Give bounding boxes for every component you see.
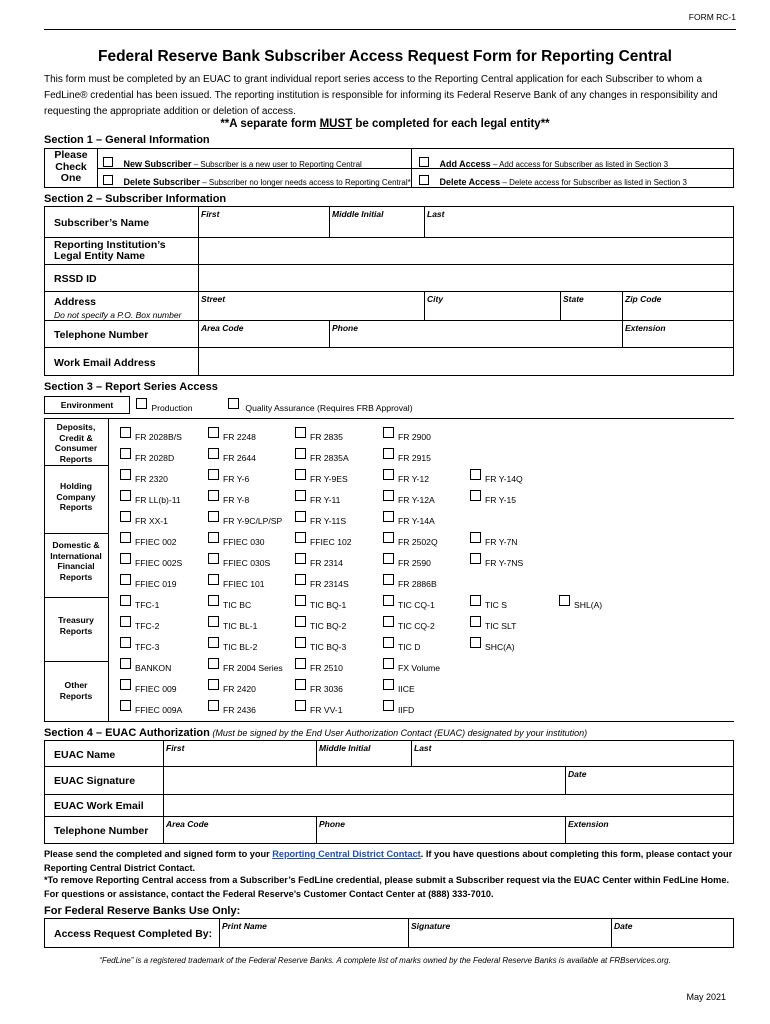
district-contact-link[interactable]: Reporting Central District Contact bbox=[272, 849, 421, 859]
report-code-label: IIFD bbox=[398, 705, 415, 715]
production-checkbox[interactable] bbox=[136, 398, 147, 409]
report-code-label: FR Y-15 bbox=[485, 495, 517, 505]
instructions-post: . If you have questions about completing this form, please contact your Reporting Central District Contact. bbox=[44, 849, 733, 873]
report-code-label: FR Y-14Q bbox=[485, 474, 523, 484]
report-code-checkbox[interactable] bbox=[120, 448, 131, 459]
section2-heading: Section 2 – Subscriber Information bbox=[44, 193, 227, 205]
euac-phone-field[interactable]: Phone bbox=[319, 819, 345, 829]
report-code-checkbox[interactable] bbox=[470, 595, 481, 606]
divider bbox=[622, 320, 623, 347]
address-label: Address bbox=[54, 296, 97, 308]
subscriber-name-label: Subscriber’s Name bbox=[54, 217, 150, 229]
new-subscriber-desc: – Subscriber is a new user to Reporting Central bbox=[191, 160, 362, 169]
institution-label-line: Legal Entity Name bbox=[54, 250, 146, 262]
report-code-label: IICE bbox=[398, 684, 415, 694]
state-field[interactable]: State bbox=[563, 294, 584, 304]
group-label-line: Credit & bbox=[59, 432, 93, 443]
report-code-label: BANKON bbox=[135, 663, 172, 673]
report-code-checkbox[interactable] bbox=[383, 616, 394, 627]
report-code-label: FFIEC 030S bbox=[223, 558, 271, 568]
delete-access-desc: – Delete access for Subscriber as listed in Section 3 bbox=[500, 178, 687, 187]
report-code-checkbox[interactable] bbox=[295, 637, 306, 648]
divider bbox=[316, 741, 317, 766]
report-code-label: FR 2320 bbox=[135, 474, 168, 484]
report-code-label: FR 2314 bbox=[310, 558, 343, 568]
divider bbox=[424, 291, 425, 320]
report-code-label: FR Y-9C/LP/SP bbox=[223, 516, 283, 526]
report-code-label: FR 2835A bbox=[310, 453, 349, 463]
group-label-line: International bbox=[50, 550, 102, 561]
completed-by-label: Access Request Completed By: bbox=[54, 928, 213, 940]
report-code-label: FR VV-1 bbox=[310, 705, 343, 715]
report-code-label: FR Y-11S bbox=[310, 516, 347, 526]
new-subscriber-label: New Subscriber bbox=[123, 159, 192, 169]
report-code-label: FR Y-12 bbox=[398, 474, 430, 484]
report-code-label: SHC(A) bbox=[485, 642, 515, 652]
group-label-line: Domestic & bbox=[52, 540, 100, 550]
form-id: FORM RC-1 bbox=[688, 12, 736, 22]
print-name-field[interactable]: Print Name bbox=[222, 921, 267, 931]
delete-subscriber-label: Delete Subscriber bbox=[123, 177, 200, 187]
euac-last-field[interactable]: Last bbox=[414, 743, 432, 753]
divider bbox=[565, 816, 566, 843]
section4-heading bbox=[44, 727, 587, 739]
report-code-label: FR Y-6 bbox=[223, 474, 250, 484]
report-code-label: FFIEC 009A bbox=[135, 705, 183, 715]
group-label-line: Financial bbox=[57, 561, 95, 571]
report-code-label: FR Y-7NS bbox=[485, 558, 524, 568]
report-code-checkbox[interactable] bbox=[383, 700, 394, 711]
report-code-label: FR 2436 bbox=[223, 705, 256, 715]
instructions-paragraph-2: *To remove Reporting Central access from a Subscriber’s FedLine credential, please submit a Subscriber request via the EUAC Center within FedLine Home. For questions or assistance, contact the Federal Reserve’s Customer Contact Center at (888) 333-7010. bbox=[44, 875, 729, 899]
qa-checkbox[interactable] bbox=[228, 398, 239, 409]
telephone-label: Telephone Number bbox=[54, 329, 149, 341]
report-code-checkbox[interactable] bbox=[120, 616, 131, 627]
report-code-checkbox[interactable] bbox=[470, 532, 481, 543]
report-code-label: FR 2900 bbox=[398, 432, 431, 442]
report-code-label: FR XX-1 bbox=[135, 516, 168, 526]
report-code-checkbox[interactable] bbox=[295, 616, 306, 627]
delete-access-checkbox[interactable] bbox=[419, 175, 429, 185]
group-label-line: Company bbox=[56, 491, 96, 502]
report-code-label: FR 2004 Series bbox=[223, 663, 283, 673]
report-code-label: FR 2644 bbox=[223, 453, 256, 463]
report-code-checkbox[interactable] bbox=[208, 490, 219, 501]
report-code-label: FR Y-11 bbox=[310, 495, 341, 505]
environment-label-box bbox=[44, 396, 130, 414]
add-access-desc: – Add access for Subscriber as listed in Section 3 bbox=[490, 160, 669, 169]
report-code-label: FFIEC 002 bbox=[135, 537, 177, 547]
divider bbox=[622, 291, 623, 320]
report-code-checkbox[interactable] bbox=[208, 658, 219, 669]
group-label-line: Reports bbox=[59, 690, 93, 701]
separate-form-notice bbox=[0, 118, 770, 130]
report-code-label: TIC BQ-1 bbox=[310, 600, 347, 610]
report-code-checkbox[interactable] bbox=[120, 511, 131, 522]
group-label-line: Consumer bbox=[54, 443, 98, 453]
report-code-label: FR 2835 bbox=[310, 432, 343, 442]
report-code-checkbox[interactable] bbox=[295, 595, 306, 606]
report-code-checkbox[interactable] bbox=[208, 469, 219, 480]
report-code-checkbox[interactable] bbox=[383, 490, 394, 501]
middle-initial-field[interactable]: Middle Initial bbox=[332, 209, 384, 219]
report-code-label: FR Y-7N bbox=[485, 537, 518, 547]
qa-option[interactable] bbox=[228, 398, 413, 413]
area-code-field[interactable]: Area Code bbox=[201, 323, 244, 333]
group-label-line: Holding bbox=[60, 481, 92, 491]
report-code-checkbox[interactable] bbox=[383, 658, 394, 669]
report-code-label: FR 2510 bbox=[310, 663, 343, 673]
report-code-checkbox[interactable] bbox=[295, 469, 306, 480]
report-code-checkbox[interactable] bbox=[120, 574, 131, 585]
group-label-line: Reports bbox=[59, 625, 93, 636]
report-code-checkbox[interactable] bbox=[208, 700, 219, 711]
rssd-label: RSSD ID bbox=[54, 273, 97, 285]
environment-label: Environment bbox=[60, 400, 114, 410]
report-code-label: FFIEC 002S bbox=[135, 558, 183, 568]
report-code-label: TFC-1 bbox=[135, 600, 160, 610]
report-code-checkbox[interactable] bbox=[208, 448, 219, 459]
report-code-checkbox[interactable] bbox=[120, 553, 131, 564]
delete-subscriber-desc: – Subscriber no longer needs access to Reporting Central* bbox=[199, 178, 411, 187]
report-code-label: TIC BQ-2 bbox=[310, 621, 347, 631]
report-code-checkbox[interactable] bbox=[383, 595, 394, 606]
report-code-label: TIC CQ-2 bbox=[398, 621, 435, 631]
last-name-field[interactable]: Last bbox=[427, 209, 445, 219]
report-code-checkbox[interactable] bbox=[383, 427, 394, 438]
report-code-label: FFIEC 101 bbox=[223, 579, 265, 589]
zip-field[interactable]: Zip Code bbox=[625, 294, 662, 304]
report-code-checkbox[interactable] bbox=[208, 616, 219, 627]
group-label-line: Treasury bbox=[58, 615, 94, 625]
please-check-line: Check bbox=[55, 160, 87, 173]
add-access-checkbox[interactable] bbox=[419, 157, 429, 167]
divider bbox=[329, 207, 330, 237]
report-code-checkbox[interactable] bbox=[295, 700, 306, 711]
euac-email-input[interactable] bbox=[164, 795, 733, 816]
notice-emph: MUST bbox=[319, 118, 353, 130]
report-code-checkbox[interactable] bbox=[295, 658, 306, 669]
production-label: Production bbox=[151, 403, 193, 413]
euac-signature-label: EUAC Signature bbox=[54, 775, 136, 787]
divider bbox=[329, 320, 330, 347]
please-check-line: One bbox=[60, 172, 82, 184]
please-check-line: Please bbox=[54, 149, 88, 161]
report-code-label: TIC BL-1 bbox=[223, 621, 258, 631]
divider bbox=[411, 741, 412, 766]
report-code-label: FR 2420 bbox=[223, 684, 256, 694]
institution-label bbox=[54, 240, 166, 262]
section3-heading: Section 3 – Report Series Access bbox=[44, 381, 218, 393]
report-code-checkbox[interactable] bbox=[383, 574, 394, 585]
frb-use-heading: For Federal Reserve Banks Use Only: bbox=[44, 905, 241, 917]
report-code-checkbox[interactable] bbox=[208, 574, 219, 585]
divider bbox=[560, 291, 561, 320]
group-label-line: Deposits, bbox=[56, 422, 96, 432]
report-code-checkbox[interactable] bbox=[383, 679, 394, 690]
production-option[interactable] bbox=[136, 398, 193, 413]
euac-name-label: EUAC Name bbox=[54, 749, 116, 761]
report-code-checkbox[interactable] bbox=[383, 469, 394, 480]
report-code-label: FR Y-14A bbox=[398, 516, 435, 526]
report-code-checkbox[interactable] bbox=[383, 448, 394, 459]
please-check-one bbox=[45, 150, 97, 185]
rssd-input[interactable] bbox=[199, 265, 733, 291]
report-code-checkbox[interactable] bbox=[120, 658, 131, 669]
euac-extension-field[interactable]: Extension bbox=[568, 819, 609, 829]
report-code-label: FR 2502Q bbox=[398, 537, 438, 547]
report-code-label: FFIEC 030 bbox=[223, 537, 265, 547]
first-name-field[interactable]: First bbox=[201, 209, 220, 219]
report-code-checkbox[interactable] bbox=[120, 595, 131, 606]
address-note: Do not specify a P.O. Box number bbox=[54, 310, 182, 320]
work-email-input[interactable] bbox=[199, 348, 733, 375]
report-code-checkbox[interactable] bbox=[120, 532, 131, 543]
divider bbox=[45, 816, 733, 817]
new-subscriber-checkbox[interactable] bbox=[103, 157, 113, 167]
report-code-checkbox[interactable] bbox=[295, 574, 306, 585]
report-code-checkbox[interactable] bbox=[383, 511, 394, 522]
report-code-checkbox[interactable] bbox=[470, 637, 481, 648]
report-code-checkbox[interactable] bbox=[295, 553, 306, 564]
section1-box bbox=[44, 148, 734, 188]
section4-note: (Must be signed by the End User Authorization Contact (EUAC) designated by your institution) bbox=[209, 728, 588, 738]
report-code-checkbox[interactable] bbox=[208, 553, 219, 564]
report-code-label: TIC BC bbox=[223, 600, 252, 610]
report-code-checkbox[interactable] bbox=[383, 553, 394, 564]
report-code-checkbox[interactable] bbox=[120, 637, 131, 648]
report-code-checkbox[interactable] bbox=[470, 616, 481, 627]
report-code-label: FFIEC 019 bbox=[135, 579, 177, 589]
extension-field[interactable]: Extension bbox=[625, 323, 666, 333]
report-code-label: FR 3036 bbox=[310, 684, 343, 694]
report-code-label: FX Volume bbox=[398, 663, 441, 673]
report-code-label: FR 2028D bbox=[135, 453, 175, 463]
section4-box bbox=[44, 740, 734, 844]
report-code-label: TIC BL-2 bbox=[223, 642, 258, 652]
header-rule bbox=[44, 29, 736, 30]
delete-subscriber-option[interactable] bbox=[103, 172, 411, 190]
divider bbox=[219, 919, 220, 947]
report-code-label: FR 2028B/S bbox=[135, 432, 182, 442]
euac-date-field[interactable]: Date bbox=[568, 769, 587, 779]
revision-date: May 2021 bbox=[686, 992, 726, 1002]
report-code-label: FR Y-8 bbox=[223, 495, 250, 505]
report-code-label: SHL(A) bbox=[574, 600, 603, 610]
report-code-label: TIC CQ-1 bbox=[398, 600, 435, 610]
page-title: Federal Reserve Bank Subscriber Access Request Form for Reporting Central bbox=[98, 48, 672, 65]
report-code-label: FR LL(b)-11 bbox=[135, 495, 181, 505]
report-code-checkbox[interactable] bbox=[470, 553, 481, 564]
report-code-checkbox[interactable] bbox=[208, 595, 219, 606]
report-code-checkbox[interactable] bbox=[295, 532, 306, 543]
group-label-line: Reports bbox=[59, 453, 93, 464]
institution-input[interactable] bbox=[199, 238, 733, 264]
report-code-label: TFC-2 bbox=[135, 621, 160, 631]
report-code-checkbox[interactable] bbox=[208, 679, 219, 690]
frb-date-field[interactable]: Date bbox=[614, 921, 633, 931]
institution-label-line: Reporting Institution’s bbox=[54, 239, 166, 251]
report-code-checkbox[interactable] bbox=[559, 595, 570, 606]
section2-box bbox=[44, 206, 734, 376]
report-code-checkbox[interactable] bbox=[120, 700, 131, 711]
report-code-label: FR 2248 bbox=[223, 432, 256, 442]
euac-middle-field[interactable]: Middle Initial bbox=[319, 743, 371, 753]
notice-post: be completed for each legal entity** bbox=[352, 118, 550, 130]
report-code-label: TIC SLT bbox=[485, 621, 517, 631]
report-code-label: TIC BQ-3 bbox=[310, 642, 347, 652]
euac-area-code-field[interactable]: Area Code bbox=[166, 819, 209, 829]
report-code-checkbox[interactable] bbox=[208, 427, 219, 438]
report-code-label: FR Y-12A bbox=[398, 495, 435, 505]
report-code-label: TIC S bbox=[485, 600, 507, 610]
delete-access-label: Delete Access bbox=[439, 177, 501, 187]
report-code-label: TIC D bbox=[398, 642, 421, 652]
frb-signature-field[interactable]: Signature bbox=[411, 921, 451, 931]
report-code-checkbox[interactable] bbox=[120, 427, 131, 438]
new-subscriber-option[interactable] bbox=[103, 154, 362, 172]
euac-telephone-label: Telephone Number bbox=[54, 825, 149, 837]
report-code-label: FR 2886B bbox=[398, 579, 437, 589]
report-code-checkbox[interactable] bbox=[295, 511, 306, 522]
report-code-checkbox[interactable] bbox=[120, 469, 131, 480]
group-label-line: Reports bbox=[59, 571, 93, 582]
delete-subscriber-checkbox[interactable] bbox=[103, 175, 113, 185]
divider bbox=[611, 919, 612, 947]
divider bbox=[408, 919, 409, 947]
report-code-checkbox[interactable] bbox=[208, 637, 219, 648]
euac-first-field[interactable]: First bbox=[166, 743, 185, 753]
divider bbox=[45, 291, 733, 292]
report-code-checkbox[interactable] bbox=[295, 427, 306, 438]
city-field[interactable]: City bbox=[427, 294, 444, 304]
report-code-checkbox[interactable] bbox=[470, 490, 481, 501]
divider bbox=[424, 207, 425, 237]
notice-pre: **A separate form bbox=[220, 118, 320, 130]
report-code-label: FR Y-9ES bbox=[310, 474, 348, 484]
euac-email-label: EUAC Work Email bbox=[54, 800, 144, 812]
report-code-checkbox[interactable] bbox=[295, 448, 306, 459]
report-code-label: TFC-3 bbox=[135, 642, 160, 652]
report-code-checkbox[interactable] bbox=[295, 679, 306, 690]
report-code-checkbox[interactable] bbox=[120, 679, 131, 690]
group-label-line: Other bbox=[64, 680, 88, 690]
report-code-checkbox[interactable] bbox=[470, 469, 481, 480]
report-code-checkbox[interactable] bbox=[208, 532, 219, 543]
delete-access-option[interactable] bbox=[419, 172, 687, 190]
report-code-checkbox[interactable] bbox=[208, 511, 219, 522]
report-code-checkbox[interactable] bbox=[383, 637, 394, 648]
instructions-paragraph-1 bbox=[44, 847, 734, 875]
add-access-option[interactable] bbox=[419, 154, 668, 172]
divider bbox=[316, 816, 317, 843]
frb-use-box bbox=[44, 918, 734, 948]
intro-paragraph: This form must be completed by an EUAC to grant individual report series access to the Reporting Central application for each Subscriber to whom a FedLine® credential has been issued. The reporting institution is responsible for informing its Federal Reserve Bank of any changes in responsibility and requesting the appropriate addition or deletion of access. bbox=[44, 74, 718, 117]
street-field[interactable]: Street bbox=[201, 294, 226, 304]
section4-title: Section 4 – EUAC Authorization bbox=[44, 727, 210, 739]
euac-signature-input[interactable] bbox=[164, 767, 564, 794]
report-code-label: FR 2590 bbox=[398, 558, 431, 568]
report-code-label: FR 2915 bbox=[398, 453, 431, 463]
report-code-label: FR 2314S bbox=[310, 579, 349, 589]
trademark-notice: “FedLine” is a registered trademark of the Federal Reserve Banks. A complete list of marks owned by the Federal Reserve Banks is available at FRBservices.org. bbox=[99, 956, 671, 965]
report-codes-layer bbox=[44, 419, 734, 721]
section1-heading: Section 1 – General Information bbox=[44, 134, 210, 146]
report-code-checkbox[interactable] bbox=[120, 490, 131, 501]
divider bbox=[45, 320, 733, 321]
report-series-grid bbox=[44, 418, 734, 722]
report-code-checkbox[interactable] bbox=[295, 490, 306, 501]
qa-label: Quality Assurance (Requires FRB Approval) bbox=[245, 403, 413, 413]
phone-field[interactable]: Phone bbox=[332, 323, 358, 333]
add-access-label: Add Access bbox=[439, 159, 491, 169]
instructions-pre: Please send the completed and signed form to your bbox=[44, 849, 273, 859]
group-label-line: Reports bbox=[59, 502, 93, 512]
report-code-label: FFIEC 102 bbox=[310, 537, 352, 547]
report-code-checkbox[interactable] bbox=[383, 532, 394, 543]
divider bbox=[565, 766, 566, 794]
work-email-label: Work Email Address bbox=[54, 357, 156, 369]
report-code-label: FFIEC 009 bbox=[135, 684, 177, 694]
